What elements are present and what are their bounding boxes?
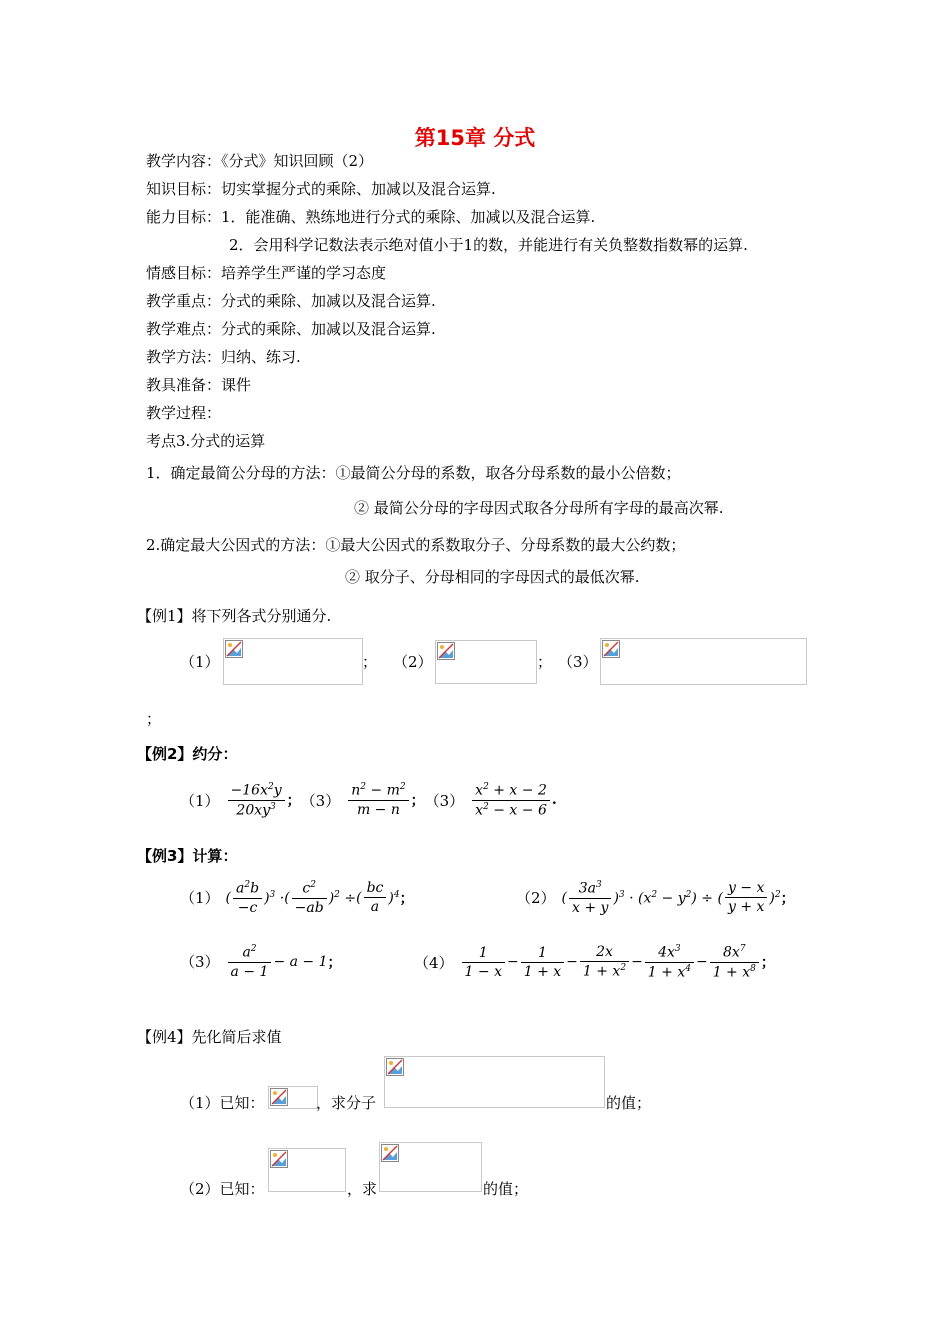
broken-image-icon	[225, 640, 243, 658]
broken-image-icon	[381, 1144, 399, 1162]
broken-image-icon	[386, 1058, 404, 1076]
ex1-label-1: （1）	[180, 653, 220, 671]
ex4-p2-text-b: ，求	[347, 1180, 378, 1198]
ex4-p2-image-expression	[379, 1142, 482, 1192]
ex4-p1-text-c: 的值；	[606, 1094, 652, 1112]
rule-2b: ② 取分子、分母相同的字母因式的最低次幂.	[345, 568, 640, 586]
ex1-after: ；	[146, 710, 162, 728]
ex4-p1-image-given	[268, 1086, 318, 1109]
ability-goal-1: 能力目标：1．能准确、熟练地进行分式的乘除、加减以及混合运算.	[146, 208, 596, 226]
ex4-p2-image-given	[268, 1148, 346, 1192]
example-2-heading: 【例2】约分：	[137, 745, 238, 763]
ex1-label-3: （3）	[558, 653, 598, 671]
rule-1b: ② 最简公分母的字母因式取各分母所有字母的最高次幂.	[354, 499, 724, 517]
ex4-p2-text-a: （2）已知：	[180, 1180, 265, 1198]
knowledge-goal: 知识目标：切实掌握分式的乘除、加减以及混合运算.	[146, 180, 496, 198]
broken-image-icon	[270, 1150, 288, 1168]
example-3-heading: 【例3】计算：	[137, 847, 238, 865]
ex1-sep-1: ；	[362, 653, 378, 671]
ex1-image-2	[435, 640, 537, 684]
fraction: $\frac{-16x^2y}{20xy^3}$	[228, 782, 285, 818]
teaching-difficulty: 教学难点：分式的乘除、加减以及混合运算.	[146, 320, 436, 338]
ex2-expressions: （1） $\frac{-16x^2y}{20xy^3}$ ； （3） $\frac{n^2 - m^2}{m - n}$ ； （3） $\frac{x^2 + x - 2}{x^2 - x - 6}$ .	[180, 782, 557, 819]
ex1-sep-2: ；	[537, 653, 553, 671]
ex4-p2-text-c: 的值；	[483, 1180, 529, 1198]
fraction: $\frac{n^2 - m^2}{m - n}$	[348, 782, 408, 818]
page-title: 第15章 分式	[414, 126, 536, 150]
ability-goal-2: 2．会用科学记数法表示绝对值小于1的数，并能进行有关负整数指数幂的运算.	[229, 236, 748, 254]
section-heading: 考点3.分式的运算	[146, 432, 266, 450]
emotion-goal: 情感目标：培养学生严谨的学习态度	[146, 264, 387, 282]
teaching-process: 教学过程：	[146, 404, 222, 422]
ex3-expression-4: （4） $\frac{1}{1 - x}$ − $\frac{1}{1 + x}$ − $\frac{2x}{1 + x^2}$ − $\frac{4x^3}{1 + x^4}$ − $\frac{8x^7}{1 + x^8}$ ；	[414, 944, 775, 981]
example-4-heading: 【例4】先化简后求值	[137, 1028, 282, 1046]
teaching-tools: 教具准备：课件	[146, 376, 252, 394]
example-1-heading: 【例1】将下列各式分别通分.	[137, 607, 332, 625]
ex1-image-1	[223, 638, 363, 685]
ex3-expression-2: （2） ( $\frac{3a^3}{x + y}$ )$^3 \cdot (x^2 - y^2)$ ÷ ( $\frac{y - x}{y + x}$ )$^2$ ；	[516, 880, 795, 916]
teaching-focus: 教学重点：分式的乘除、加减以及混合运算.	[146, 292, 436, 310]
teaching-content: 教学内容：《分式》知识回顾（2）	[146, 152, 374, 170]
ex3-expression-3: （3） $\frac{a^2}{a - 1}$ − a − 1 ；	[180, 944, 342, 980]
ex1-label-2: （2）	[393, 653, 433, 671]
rule-2a: 2.确定最大公因式的方法：①最大公因式的系数取分子、分母系数的最大公约数；	[146, 536, 686, 554]
ex4-p1-text-a: （1）已知：	[180, 1094, 265, 1112]
ex4-p1-image-expression	[384, 1056, 605, 1108]
ex1-image-3	[600, 638, 807, 685]
broken-image-icon	[270, 1088, 288, 1106]
ex3-expression-1: （1） ( $\frac{a^2b}{-c}$ )$^3$ · ( $\frac{c^2}{-ab}$ )$^2$ ÷ ( $\frac{bc}{a}$ )$^4$ ；	[180, 880, 414, 916]
ex4-p1-text-b: ，求分子	[316, 1094, 377, 1112]
rule-1a: 1．确定最简公分母的方法：①最简公分母的系数，取各分母系数的最小公倍数；	[146, 464, 681, 482]
teaching-method: 教学方法：归纳、练习.	[146, 348, 301, 366]
fraction: $\frac{x^2 + x - 2}{x^2 - x - 6}$	[472, 782, 550, 818]
broken-image-icon	[437, 642, 455, 660]
broken-image-icon	[602, 640, 620, 658]
